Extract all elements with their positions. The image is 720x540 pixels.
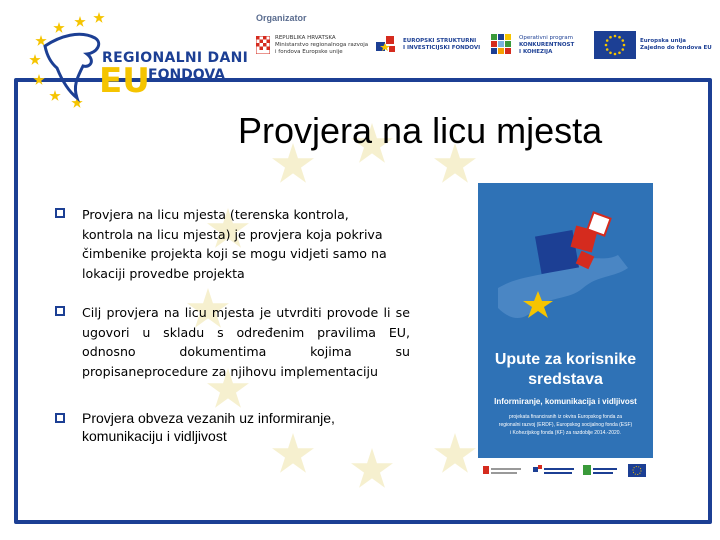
cover-small-text: regionalni razvoj (ERDF), Europskog socijalnog fonda (ESF) <box>498 422 633 428</box>
cover-map-graphic <box>478 183 653 353</box>
partner-eu <box>594 28 712 62</box>
op-mosaic-icon <box>490 33 516 57</box>
esif-squares-icon <box>374 34 400 56</box>
bullet-text: Provjera na licu mjesta (terenska kontrola, kontrola na licu mjesta) je provjera koja pokriva čimbenike projekta koji se mogu vidjeti samo na lokaciji provedbe projekta <box>82 207 387 281</box>
cover-logo-strip <box>478 458 653 487</box>
cover-small-text: i Kohezijskog fonda (KF) za razdoblje 2014.-2020. <box>510 430 621 436</box>
cover-title: sredstava <box>528 371 603 388</box>
cover-title: Upute za korisnike <box>494 351 637 368</box>
bullet-item <box>55 303 410 381</box>
cover-subtitle: Informiranje, komunikacija i vidljivost <box>494 397 637 406</box>
partner-op-line: Operativni program <box>519 34 574 41</box>
partner-ministry <box>256 28 368 62</box>
bullet-text: Provjera obveza vezanih uz informiranje, komunikaciju i vidljivost <box>82 410 335 444</box>
partner-op-line: I KOHEZIJA <box>519 48 553 55</box>
bullet-checkbox-icon <box>55 306 65 316</box>
partner-esif-line: EUROPSKI STRUKTURNI <box>403 38 477 44</box>
partner-esif <box>374 28 480 62</box>
brand-eu: EU <box>99 61 150 101</box>
partner-esif-line: I INVESTICIJSKI FONDOVI <box>403 45 481 51</box>
partner-ministry-line: REPUBLIKA HRVATSKA <box>275 34 336 41</box>
cover-small-text: projekata financiranih iz okvira Europskog fonda za <box>508 414 623 420</box>
partner-eu-line: Europska unija <box>640 38 686 44</box>
partner-ministry-line: Ministarstvo regionalnoga razvoja <box>275 41 369 48</box>
partner-op-line: KONKURENTNOST <box>519 41 575 48</box>
eu-flag-icon <box>594 31 636 59</box>
guide-cover-image <box>478 183 653 487</box>
cover-partner-logos <box>478 458 653 487</box>
partner-op-competitiveness <box>490 28 574 62</box>
bullet-checkbox-icon <box>55 413 65 423</box>
slide-title: Provjera na licu mjesta <box>238 110 603 151</box>
bullet-checkbox-icon <box>55 208 65 218</box>
bullet-item <box>55 205 400 283</box>
croatia-coat-of-arms-icon <box>256 36 270 54</box>
bullet-text: Cilj provjera na licu mjesta je utvrditi provode li se ugovori u skladu s određenim pravilima EU, odnosno dokumentima kojima su propisaneprocedure za njihovu implementaciju <box>82 305 410 379</box>
brand-fondova: FONDOVA <box>148 67 226 83</box>
partner-ministry-line: i fondova Europske unije <box>275 48 343 55</box>
bullet-item <box>55 410 400 445</box>
organizer-label: Organizator <box>256 13 307 23</box>
partner-eu-line: Zajedno do fondova EU <box>640 45 712 51</box>
brand-title: REGIONALNI DANI <box>102 50 249 66</box>
